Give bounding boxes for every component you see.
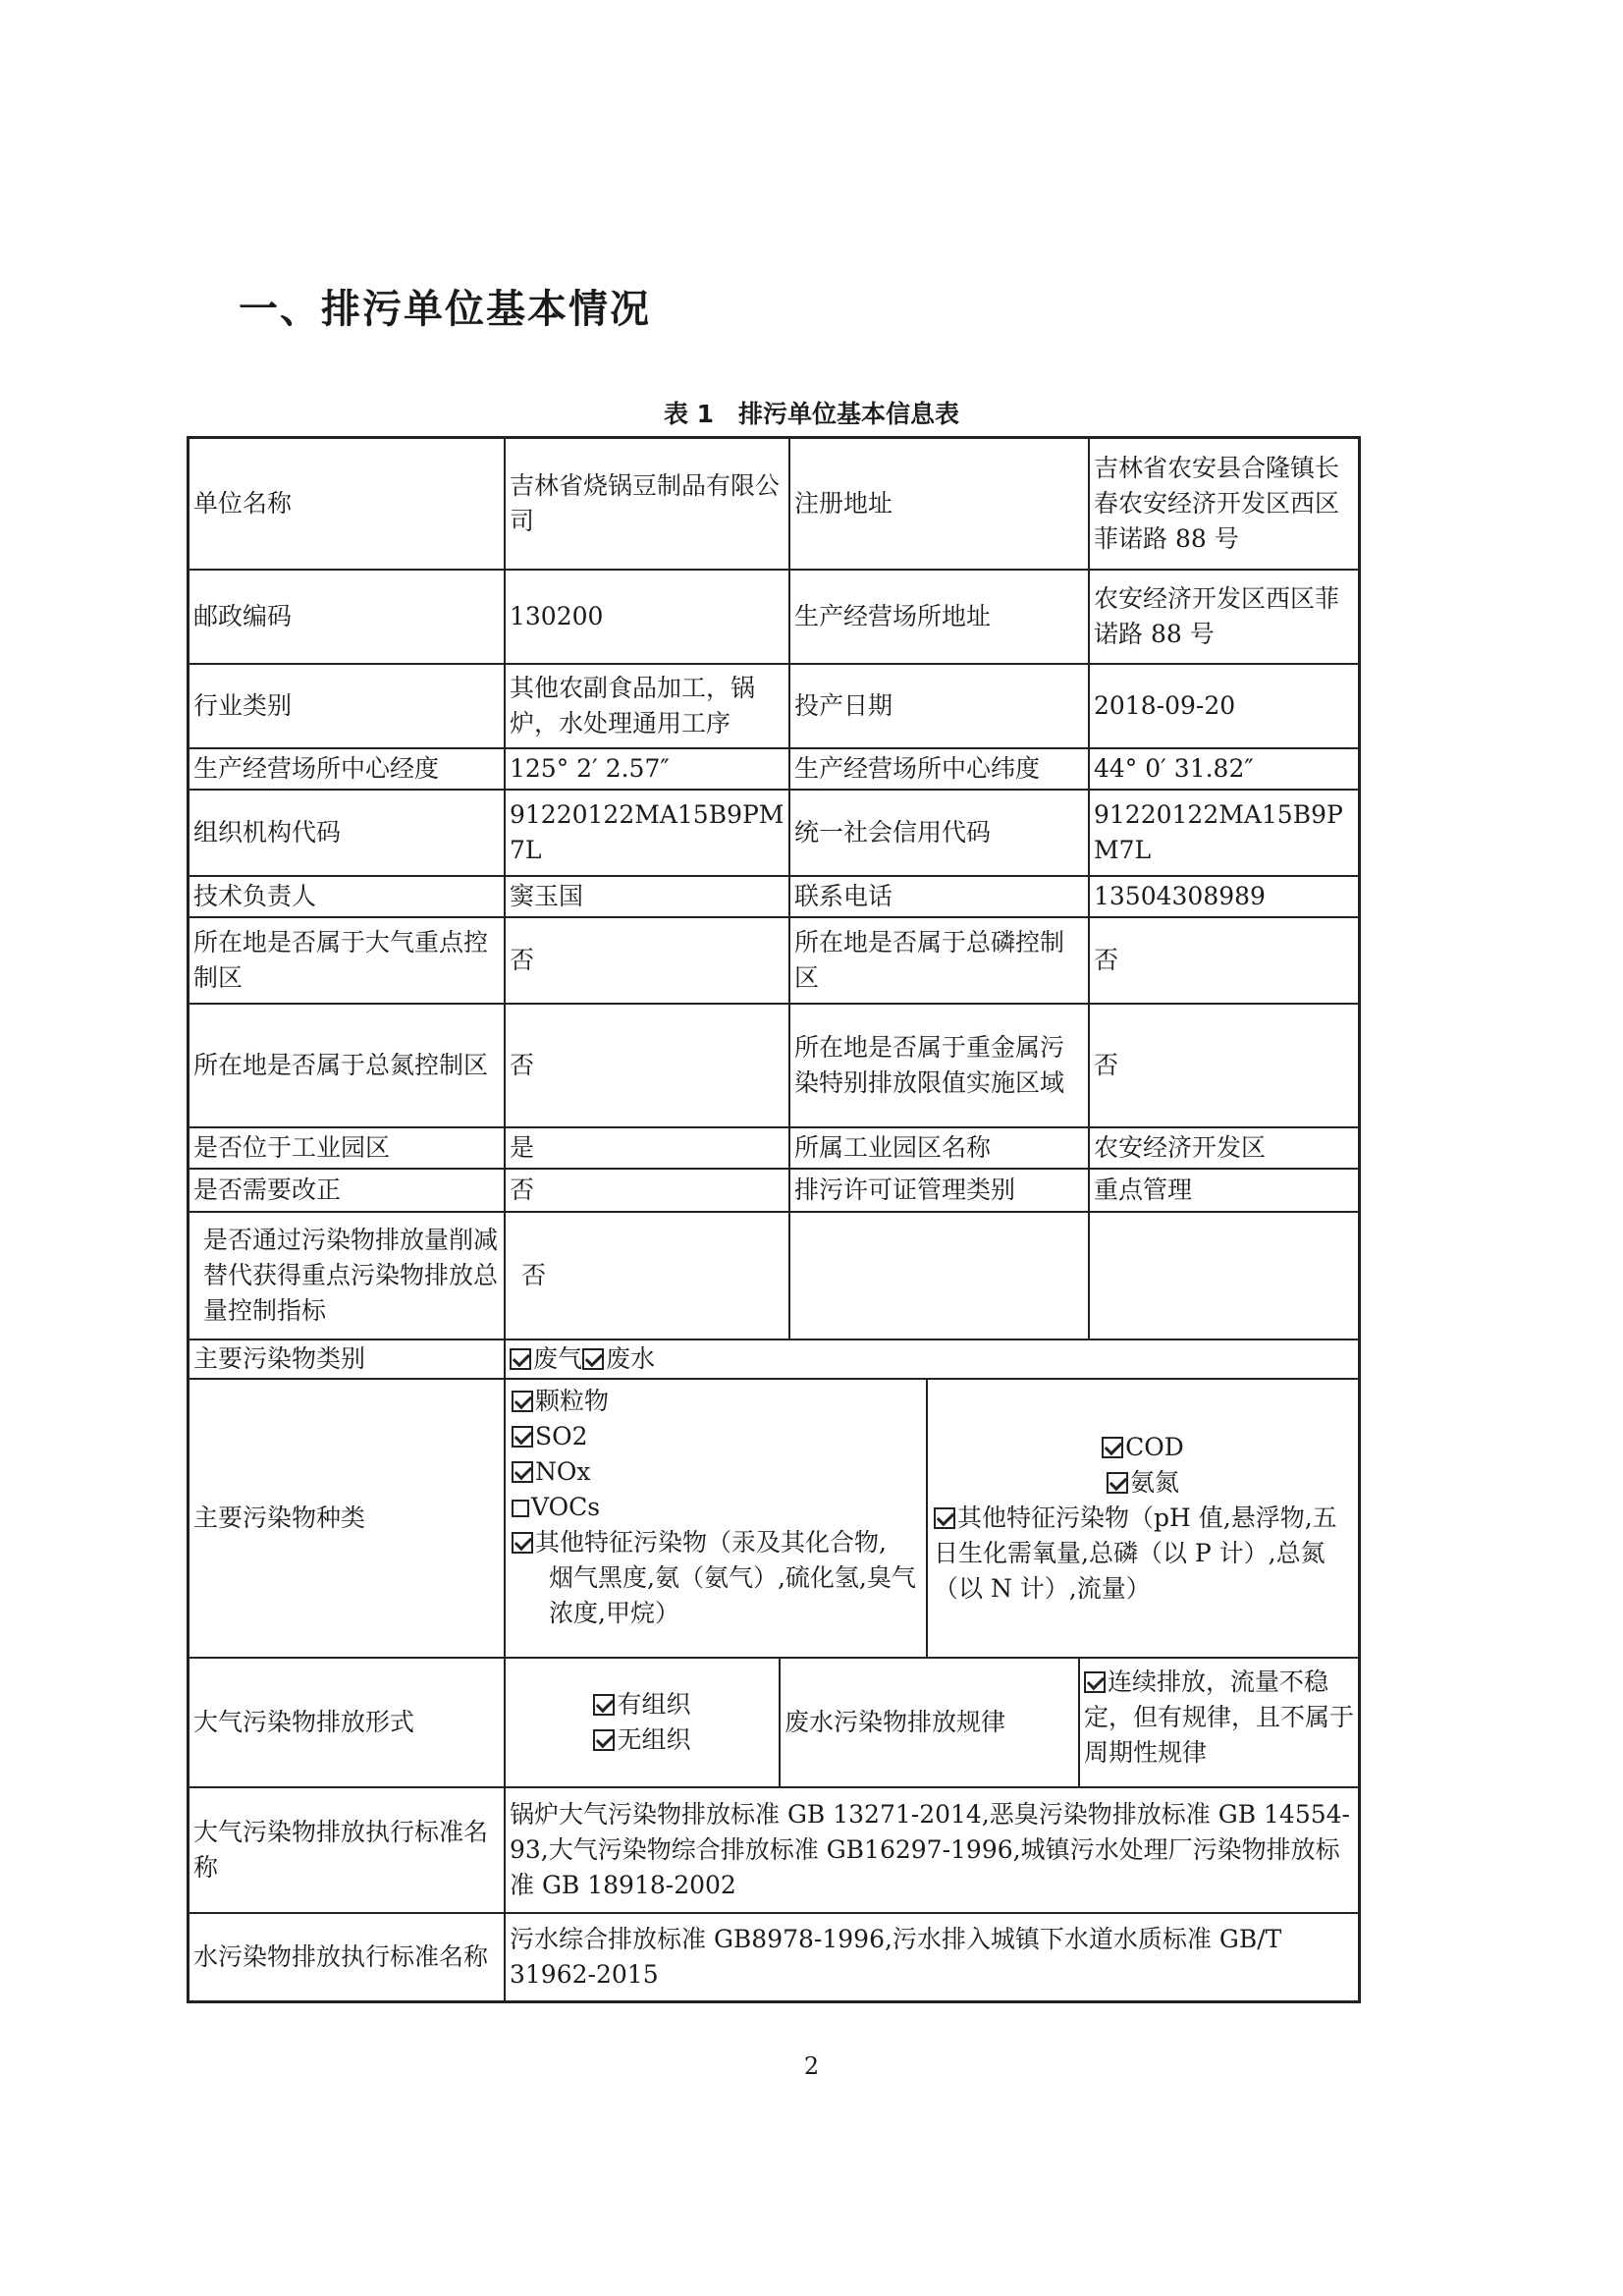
field-label: 生产经营场所中心纬度 [788, 749, 1088, 789]
pollutant-item: COD [1125, 1433, 1184, 1461]
field-value: 锅炉大气污染物排放标准 GB 13271-2014,恶臭污染物排放标准 GB 14554-93,大气污染物综合排放标准 GB16297-1996,城镇污水处理厂污染物排放标准 GB 18918-2002 [504, 1788, 1358, 1912]
field-label [788, 1213, 1088, 1339]
field-label: 组织机构代码 [193, 818, 342, 847]
table-caption: 表 1 排污单位基本信息表 [663, 400, 960, 428]
pollutant-types-row [189, 1378, 1358, 1657]
field-label: 所在地是否属于总磷控制区 [788, 918, 1088, 1003]
category-item: 废水 [606, 1344, 656, 1373]
field-value: 2018-09-20 [1088, 665, 1358, 747]
field-label: 所在地是否属于大气重点控制区 [193, 928, 489, 992]
checkbox-checked-icon [1107, 1472, 1128, 1494]
table-row [189, 875, 1358, 916]
field-value [504, 1340, 1358, 1378]
field-value: 91220122MA15B9PM7L [1088, 791, 1358, 875]
category-item: 废气 [533, 1344, 583, 1373]
field-value: 农安经济开发区 [1088, 1128, 1358, 1168]
field-label: 大气污染物排放形式 [193, 1708, 415, 1736]
pollutant-item: 氨氮 [1129, 1468, 1179, 1497]
field-label: 是否位于工业园区 [193, 1133, 391, 1162]
field-value: 农安经济开发区西区菲诺路 88 号 [1088, 571, 1358, 663]
field-label: 主要污染物类别 [193, 1344, 366, 1373]
field-label: 行业类别 [193, 691, 293, 720]
pollutant-item: 颗粒物 [535, 1387, 610, 1415]
table-row [189, 916, 1358, 1003]
checkbox-checked-icon [512, 1532, 533, 1554]
field-value: 125° 2′ 2.57″ [504, 749, 788, 789]
field-label: 主要污染物种类 [193, 1503, 366, 1532]
field-value [1078, 1659, 1358, 1786]
field-label: 所在地是否属于重金属污染特别排放限值实施区域 [788, 1005, 1088, 1126]
field-value: 其他农副食品加工，锅炉，水处理通用工序 [504, 665, 788, 747]
pollutant-item: 其他特征污染物（汞及其化合物, [535, 1528, 887, 1557]
checkbox-checked-icon [1102, 1437, 1123, 1458]
field-label: 联系电话 [788, 877, 1088, 916]
field-value: 13504308989 [1088, 877, 1358, 916]
field-value: 窦玉国 [504, 877, 788, 916]
field-value: 吉林省农安县合隆镇长春农安经济开发区西区菲诺路 88 号 [1088, 439, 1358, 569]
field-value: 否 [1088, 1005, 1358, 1126]
field-value: 否 [504, 1005, 788, 1126]
field-value: 91220122MA15B9PM7L [504, 791, 788, 875]
field-value: 130200 [504, 571, 788, 663]
field-label: 投产日期 [788, 665, 1088, 747]
table-row [189, 663, 1358, 747]
field-label: 排污许可证管理类别 [788, 1170, 1088, 1211]
field-value: 是 [504, 1128, 788, 1168]
pollutant-item: SO2 [535, 1422, 588, 1450]
checkbox-checked-icon [512, 1461, 533, 1483]
field-label: 统一社会信用代码 [788, 791, 1088, 875]
field-label: 水污染物排放执行标准名称 [193, 1942, 489, 1971]
field-value: 吉林省烧锅豆制品有限公司 [504, 439, 788, 569]
basic-info-table [187, 436, 1361, 2003]
air-standard-row [189, 1786, 1358, 1912]
field-label: 邮政编码 [193, 602, 293, 630]
table-row [189, 747, 1358, 789]
emission-option: 有组织 [617, 1690, 691, 1719]
field-label: 注册地址 [788, 439, 1088, 569]
table-row [189, 1003, 1358, 1126]
field-value: 否 [1088, 918, 1358, 1003]
field-value: 44° 0′ 31.82″ [1088, 749, 1358, 789]
table-row [189, 1168, 1358, 1211]
emission-form-options [504, 1659, 779, 1786]
checkbox-checked-icon [512, 1426, 533, 1448]
pollutant-item-continued: 烟气黑度,氨（氨气）,硫化氢,臭气浓度,甲烷） [549, 1563, 916, 1627]
field-value: 重点管理 [1088, 1170, 1358, 1211]
field-label: 大气污染物排放执行标准名称 [193, 1818, 489, 1882]
water-standard-row [189, 1912, 1358, 2000]
pollutant-item: NOx [535, 1457, 591, 1486]
checkbox-checked-icon [512, 1391, 533, 1412]
checkbox-checked-icon [582, 1348, 604, 1370]
emission-form-row [189, 1657, 1358, 1786]
section-heading: 一、排污单位基本情况 [239, 287, 651, 332]
table-row [189, 789, 1358, 875]
checkbox-checked-icon [510, 1348, 531, 1370]
table-row [189, 569, 1358, 663]
field-value: 否 [504, 1213, 788, 1339]
checkbox-checked-icon [1084, 1671, 1106, 1693]
field-value [1088, 1213, 1358, 1339]
air-pollutant-list [504, 1380, 926, 1657]
field-label: 是否通过污染物排放量削减替代获得重点污染物排放总量控制指标 [203, 1226, 499, 1325]
checkbox-checked-icon [593, 1694, 615, 1716]
checkbox-unchecked-icon [512, 1500, 529, 1517]
pollutant-item: 其他特征污染物（pH 值,悬浮物,五日生化需氧量,总磷（以 P 计）,总氮（以 N 计）,流量） [934, 1503, 1337, 1603]
table-row [189, 1211, 1358, 1339]
field-label: 是否需要改正 [193, 1175, 342, 1204]
checkbox-checked-icon [934, 1507, 955, 1529]
field-label: 生产经营场所地址 [788, 571, 1088, 663]
pollutant-category-row [189, 1339, 1358, 1378]
field-label: 废水污染物排放规律 [779, 1659, 1078, 1786]
field-value: 否 [504, 918, 788, 1003]
page-number: 2 [803, 2052, 820, 2080]
emission-option: 无组织 [617, 1725, 691, 1754]
field-label: 所在地是否属于总氮控制区 [193, 1051, 489, 1079]
field-label: 生产经营场所中心经度 [193, 754, 440, 783]
table-row [189, 439, 1358, 569]
table-row [189, 1126, 1358, 1168]
field-label: 单位名称 [193, 489, 293, 518]
field-label: 所属工业园区名称 [788, 1128, 1088, 1168]
water-pollutant-list [926, 1380, 1358, 1657]
field-value: 否 [504, 1170, 788, 1211]
checkbox-checked-icon [593, 1729, 615, 1751]
pollutant-item: VOCs [531, 1493, 601, 1521]
water-emission-pattern: 连续排放，流量不稳定，但有规律，且不属于周期性规律 [1084, 1667, 1355, 1767]
field-value: 污水综合排放标准 GB8978-1996,污水排入城镇下水道水质标准 GB/T 31962-2015 [504, 1914, 1358, 2000]
field-label: 技术负责人 [193, 882, 317, 910]
